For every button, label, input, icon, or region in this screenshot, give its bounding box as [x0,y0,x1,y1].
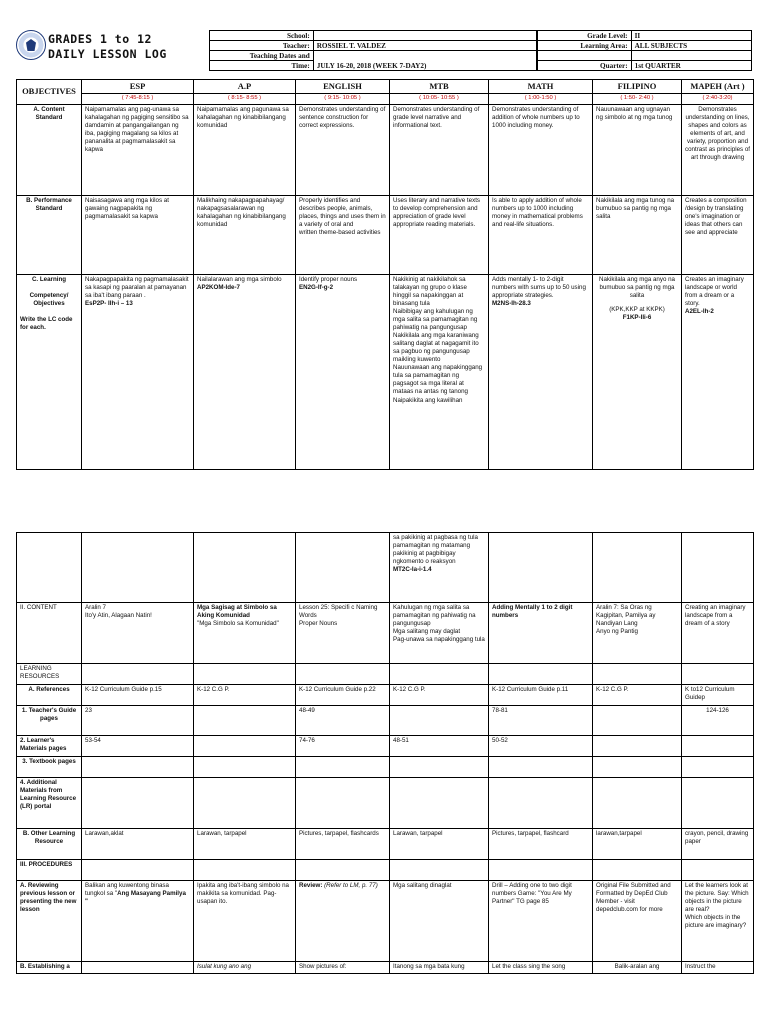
subject-mtb-header: MTB [390,80,489,94]
cell-performance-ap: Malikhaing nakapagpapahayag/ nakapagsasalarawan ng kahalagahan ng kinabibilangang komunidad [194,195,296,274]
cell-review-english: Review: (Refer to LM, p. 77) [296,881,390,962]
cell-references-math: K-12 Curriculum Guide p.11 [489,685,593,706]
cell-other-esp: Larawan,aklat [82,829,194,860]
reviewing-row [17,881,754,962]
performance-standard-row [17,195,754,274]
other-resources-row [17,829,754,860]
area-label: Learning Area: [538,41,632,51]
cell-performance-math: Is able to apply addition of whole numbers up to 1000 including money in mathematical problems and real-life situations. [489,195,593,274]
cell-establish-mtb: Itanong sa mga bata kung [390,962,489,974]
cell-references-mapeh: K to12 Curriculum Guidep [682,685,754,706]
cell-other-math: Pictures, tarpapel, flashcard [489,829,593,860]
cell-lm-mapeh [682,736,754,757]
subject-ap-header: A.P [194,80,296,94]
row-label-learning-resources: LEARNING RESOURCES [17,664,82,685]
row-label-reviewing: A. Reviewing previous lesson or presenting the new lesson [17,881,82,962]
establishing-row [17,962,754,974]
school-label: School: [210,31,314,41]
row-label-content: II. CONTENT [17,603,82,664]
cell-content-filipino: Aralin 7: Sa Oras ng Kagipitan, Pamilya ay Nandiyan Lang Anyo ng Pantig [593,603,682,664]
cell-references-esp: K-12 Curriculum Guide p.15 [82,685,194,706]
textbook-row [17,757,754,778]
cell-establish-ap: Isulat kung ano ang [194,962,296,974]
cell-other-filipino: larawan,tarpapel [593,829,682,860]
grade-label: Grade Level: [538,31,632,41]
cell-references-english: K-12 Curriculum Guide p.22 [296,685,390,706]
additional-materials-row [17,778,754,829]
cell-review-math: Drill – Adding one to two digit numbers Game: "You Are My Partner" TG page 85 [489,881,593,962]
time-ap: ( 8:15- 8:55 ) [194,94,296,105]
cell-content-math: Adding Mentally 1 to 2 digit numbers [489,603,593,664]
dates-label: Teaching Dates and [210,51,314,61]
cell-content-standard-filipino: Nauunawaan ang ugnayan ng simbolo at ng mga tunog [593,104,682,195]
cell-tg-math: 78-81 [489,706,593,736]
row-label-performance-standard: B. Performance Standard [17,195,82,274]
cell-performance-esp: Naisasagawa ang mga kilos at gawaing nagpapakita ng pagmamalasakit sa kapwa [82,195,194,274]
area-value: ALL SUBJECTS [631,41,751,51]
subject-mapeh-header: MAPEH (Art ) [682,80,754,94]
content-row [17,603,754,664]
cell-content-mtb: Kahulugan ng mga salita sa pamamagitan ng pahiwatig na pangungusap Mga salitang may daglat Pag-unawa sa napakinggang tula [390,603,489,664]
learning-competency-row [17,274,754,469]
cell-review-ap: Ipakita ang iba't-ibang simbolo na makikita sa komunidad. Pag-usapan ito. [194,881,296,962]
cell-lm-mtb: 48-51 [390,736,489,757]
cell-other-mtb: Larawan, tarpapel [390,829,489,860]
cell-other-mapeh: crayon, pencil, drawing paper [682,829,754,860]
row-label-procedures: III. PROCEDURES [17,860,82,881]
row-label-establishing: B. Establishing a [17,962,82,974]
time-mapeh: ( 2:40-3:20) [682,94,754,105]
teachers-guide-row [17,706,754,736]
cell-performance-mapeh: Creates a composition /design by translating one's imagination or ideas that others can see and appreciate [682,195,754,274]
cell-review-esp: Balikan ang kuwentong binasa tungkol sa "Ang Masayang Pamilya " [82,881,194,962]
cell-mtb-continued: sa pakikinig at pagbasa ng tula pamamagitan ng matamang pakikinig at pagbibigay ngkomento o reaksyon MT2C-Ia-i-1.4 [390,533,489,603]
subject-filipino-header: FILIPINO [593,80,682,94]
teacher-label: Teacher: [210,41,314,51]
competency-continued-row [17,533,754,603]
cell-review-mtb: Mga salitang dinaglat [390,881,489,962]
row-label-other-resources: B. Other Learning Resource [17,829,82,860]
cell-content-standard-mtb: Demonstrates understanding of grade level narrative and informational text. [390,104,489,195]
title-daily-lesson-log: DAILY LESSON LOG [48,47,167,61]
cell-other-ap: Larawan, tarpapel [194,829,296,860]
time-math: ( 1:00-1:50 ) [489,94,593,105]
cell-establish-filipino: Balik-aralan ang [593,962,682,974]
cell-competency-english: Identify proper nouns EN2G-If-g-2 [296,274,390,469]
cell-content-standard-math: Demonstrates understanding of addition of whole numbers up to 1000 including money. [489,104,593,195]
dates-value: JULY 16-20, 2018 (WEEK 7-DAY2) [313,51,536,71]
cell-establish-english: Show pictures of: [296,962,390,974]
time-label: Time: [210,61,314,71]
row-label-teachers-guide: 1. Teacher's Guide pages [17,706,82,736]
row-label-textbook: 3. Textbook pages [17,757,82,778]
cell-tg-english: 48-49 [296,706,390,736]
cell-content-mapeh: Creating an imaginary landscape from a dream of a story [682,603,754,664]
cell-tg-mtb [390,706,489,736]
teacher-value: ROSSIEL T. VALDEZ [313,41,536,51]
grade-value: II [631,31,751,41]
cell-review-mapeh: Let the learners look at the picture. Say: Which objects in the picture are real? Which objects in the picture are imaginary? [682,881,754,962]
row-label-learners-materials: 2. Learner's Materials pages [17,736,82,757]
cell-review-filipino: Original File Submitted and Formatted by DepEd Club Member - visit depedclub.com for more [593,881,682,962]
cell-content-english: Lesson 25: Specifi c Naming Words Proper Nouns [296,603,390,664]
cell-tg-esp: 23 [82,706,194,736]
objectives-header: OBJECTIVES [17,80,82,105]
cell-other-english: Pictures, tarpapel, flashcards [296,829,390,860]
cell-competency-filipino: Nakikilala ang mga anyo na bumubuo sa pantig ng mga salita (KPK,KKP at KKPK) F1KP-IIi-6 [593,274,682,469]
cell-content-standard-esp: Naipamamalas ang pag-unawa sa kahalagahan ng pagiging sensitibo sa damdamin at pangangailangan ng iba, pagiging magalang sa kilos at pananalita at pagmamalasakit sa kapwa [82,104,194,195]
time-filipino: ( 1:50- 2:40 ) [593,94,682,105]
cell-performance-mtb: Uses literary and narrative texts to develop comprehension and appreciation of grade level appropriate reading materials. [390,195,489,274]
cell-tg-filipino [593,706,682,736]
cell-competency-mtb: Nakikinig at nakikilahok sa talakayan ng grupo o klase hinggil sa napakinggan at binasang tula Naibibigay ang kahulugan ng mga salita sa pamamagitan ng pahiwatig na pangungusap Nakikilala ang mga karaniwang salitang daglat at nagagamit ito sa pagbuo ng pangungusap maikling kuwento Nauunawaan ang napakinggang tula sa pamamagitan ng pagsagot sa mga literal at mataas na antas ng tanong Naipakikita ang kawilihan [390,274,489,469]
cell-references-ap: K-12 C.G P. [194,685,296,706]
cell-tg-mapeh: 124-126 [682,706,754,736]
lesson-log-table-page2 [16,532,754,974]
cell-references-mtb: K-12 C.G P. [390,685,489,706]
cell-competency-ap: Nailalarawan ang mga simbolo AP2KOM-Ide-7 [194,274,296,469]
cell-competency-math: Adds mentally 1- to 2-digit numbers with sums up to 50 using appropriate strategies. M2NS-Ih-28.3 [489,274,593,469]
cell-content-standard-mapeh: Demonstrates understanding on lines, shapes and colors as elements of art, and variety, proportion and contrast as principles of art through drawing [682,104,754,195]
quarter-value: 1st QUARTER [631,61,751,71]
content-standard-row [17,104,754,195]
lesson-log-table-page1 [16,79,754,470]
cell-lm-ap [194,736,296,757]
cell-tg-ap [194,706,296,736]
cell-establish-math: Let the class sing the song [489,962,593,974]
cell-content-standard-english: Demonstrates understanding of sentence construction for correct expressions. [296,104,390,195]
cell-lm-english: 74-76 [296,736,390,757]
cell-content-esp: Aralin 7 Ito'y Atin, Alagaan Natin! [82,603,194,664]
subject-math-header: MATH [489,80,593,94]
row-label-additional-materials: 4. Additional Materials from Learning Resource (LR) portal [17,778,82,829]
time-esp: ( 7:45-8:15 ) [82,94,194,105]
cell-lm-esp: 53-54 [82,736,194,757]
cell-lm-math: 50-52 [489,736,593,757]
subject-esp-header: ESP [82,80,194,94]
cell-lm-filipino [593,736,682,757]
row-label-references: A. References [17,685,82,706]
row-label-content-standard: A. Content Standard [17,104,82,195]
cell-competency-esp: Nakapagpapakita ng pagmamalasakit sa kasapi ng paaralan at pamayanan sa iba't ibang paraan . EsP2P- IIh-i – 13 [82,274,194,469]
learners-materials-row [17,736,754,757]
cell-references-filipino: K-12 C.G P. [593,685,682,706]
cell-content-ap: Mga Sagisag at Simbolo sa Aking Komunidad "Mga Simbolo sa Komunidad" [194,603,296,664]
school-value [313,31,536,41]
header-left-table [209,30,537,71]
row-label-learning-competency: C. Learning Competency/ Objectives Write the LC code for each. [17,274,82,469]
time-english: ( 9:15- 10:05 ) [296,94,390,105]
deped-seal-logo [16,30,46,60]
references-row [17,685,754,706]
cell-establish-mapeh: Instruct the [682,962,754,974]
cell-competency-mapeh: Creates an imaginary landscape or world from a dream or a story. A2EL-Ih-2 [682,274,754,469]
time-mtb: ( 10:05- 10:55 ) [390,94,489,105]
header-right-table [537,30,752,71]
learning-resources-row [17,664,754,685]
cell-performance-english: Properly identifies and describes people, animals, places, things and uses them in a variety of oral and written theme-based activities [296,195,390,274]
quarter-label: Quarter: [538,61,632,71]
cell-content-standard-ap: Naipamamalas ang pagunawa sa kahalagahan ng kinabibilangang komunidad [194,104,296,195]
subject-english-header: ENGLISH [296,80,390,94]
cell-performance-filipino: Nakikilala ang mga tunog na bumubuo sa pantig ng mga salita [593,195,682,274]
title-grades: GRADES 1 to 12 [48,32,152,46]
procedures-row [17,860,754,881]
